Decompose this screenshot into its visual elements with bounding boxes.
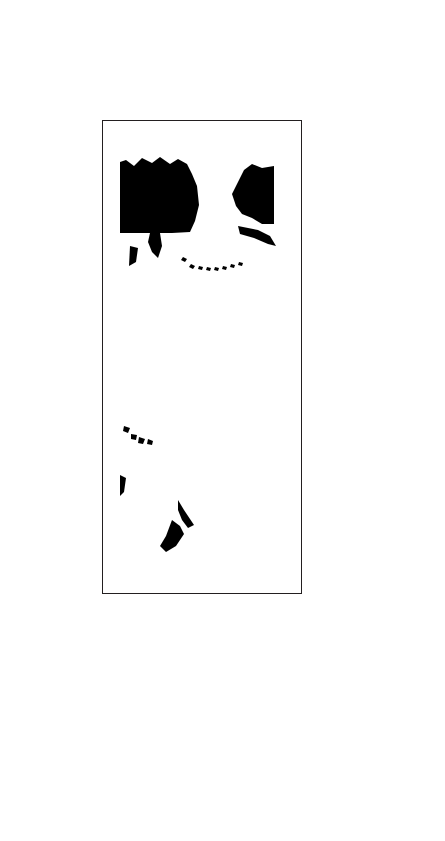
australia-edge	[120, 475, 126, 496]
siberia-coast-bit	[129, 246, 138, 266]
land-masses	[120, 157, 276, 552]
new-zealand-south	[160, 520, 184, 552]
alaska-peninsula	[238, 226, 276, 246]
aleutian-islands	[181, 257, 243, 271]
kamchatka-land	[148, 233, 162, 258]
answer-options	[8, 663, 438, 688]
alaska-land	[232, 164, 274, 224]
new-zealand-north	[178, 500, 194, 528]
siberia-land	[120, 157, 199, 233]
pacific-islands	[123, 426, 153, 445]
